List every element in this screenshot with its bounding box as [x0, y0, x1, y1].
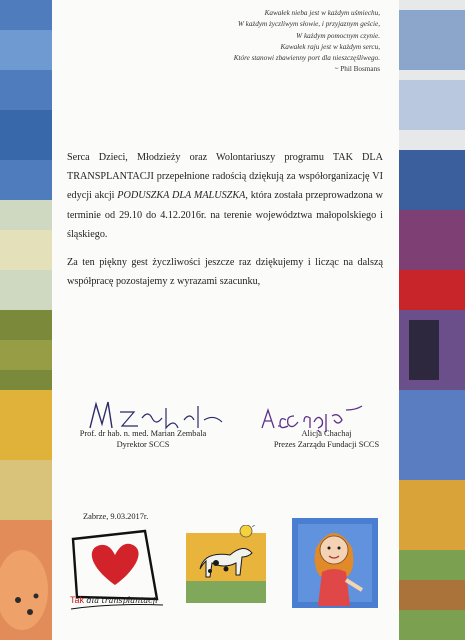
quote-block [175, 8, 380, 76]
child-drawing-horse [186, 525, 271, 605]
signatory-role: Prezes Zarządu Fundacji SCCS [273, 440, 380, 449]
letter-paragraph-1: Serca Dzieci, Młodzieży oraz Wolontariuszy programu TAK DLA TRANSPLANTACJI przepełnione radością dziękują za współorganizację VI edycji akcji PODUSZKA DLA MALUSZKA, która została przeprowadzona w terminie od 29.10 do 4.12.2016r. na terenie województwa małopolskiego i śląskiego. [67, 152, 383, 240]
signatory-name: Alicja Chachaj [301, 429, 352, 438]
quote-line: Które stanowi zbawienny port dla nieszczęśliwego. [233, 54, 380, 63]
left-decorative-strip [0, 0, 52, 640]
signature-block-left [68, 428, 218, 450]
quote-line: Kawałek raju jest w każdym sercu, [280, 42, 380, 51]
child-drawing-person [292, 518, 378, 608]
logo-word-tak: Tak [70, 595, 85, 605]
quote-author: ~ Phil Bosmans [334, 65, 380, 74]
place-date: Zabrze, 9.03.2017r. [83, 512, 149, 521]
letter-body [67, 148, 383, 300]
logo-text [70, 595, 158, 605]
quote-line: W każdym życzliwym słowie, i przyjaznym geście, [237, 20, 380, 29]
quote-line: Kawałek nieba jest w każdym uśmiechu, [264, 9, 380, 17]
right-decorative-strip [399, 0, 465, 640]
quote-line: W każdym pomocnym czynie. [296, 31, 380, 40]
letter-paragraph-2: Za ten piękny gest życzliwości jeszcze raz dziękujemy i licząc na dalszą współpracę pozostajemy z wyrazami szacunku, [67, 257, 383, 288]
signatory-role: Dyrektor SCCS [116, 440, 170, 449]
signature-block-right [254, 428, 399, 450]
signatory-name: Prof. dr hab. n. med. Marian Zembala [79, 429, 207, 438]
logo-word-dla-transplantacji: dla transplantacji [86, 596, 158, 605]
campaign-name: PODUSZKA DLA MALUSZKA [117, 190, 246, 202]
